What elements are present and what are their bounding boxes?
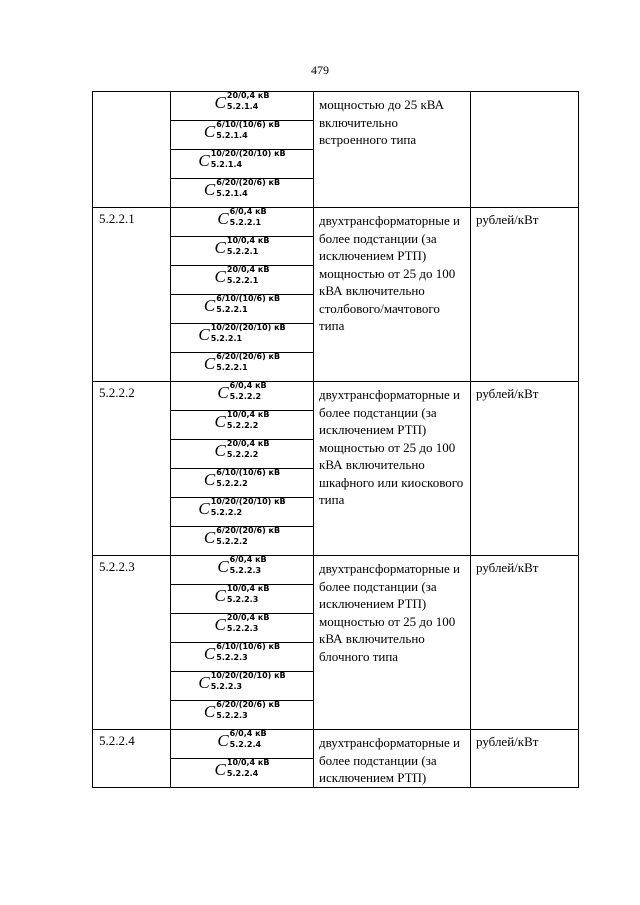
symbol-letter: C bbox=[214, 759, 226, 779]
symbol-index: 5.2.2.1 bbox=[226, 247, 259, 256]
symbol-index: 5.2.2.3 bbox=[216, 653, 248, 662]
rate-symbol bbox=[171, 585, 314, 614]
rate-symbol bbox=[171, 353, 314, 382]
symbol-voltage: 10/20/(20/10) кВ bbox=[210, 323, 286, 332]
symbol-letter: C bbox=[203, 643, 216, 663]
symbol-voltage: 10/20/(20/10) кВ bbox=[210, 149, 286, 158]
symbol-voltage: 6/10/(10/6) кВ bbox=[216, 468, 281, 477]
symbol-voltage: 10/0,4 кВ bbox=[226, 584, 270, 593]
item-code: 5.2.2.3 bbox=[93, 556, 171, 730]
rate-symbol bbox=[171, 150, 314, 179]
rate-symbol bbox=[171, 614, 314, 643]
rate-symbol bbox=[171, 324, 314, 353]
symbol-index: 5.2.2.1 bbox=[229, 218, 262, 227]
symbol-index: 5.2.2.2 bbox=[210, 508, 243, 517]
symbol-index: 5.2.2.1 bbox=[216, 305, 248, 314]
symbol-index: 5.2.1.4 bbox=[210, 160, 243, 169]
rate-symbol bbox=[171, 527, 314, 556]
symbol-index: 5.2.2.2 bbox=[226, 421, 259, 430]
symbol-index: 5.2.1.4 bbox=[216, 131, 248, 140]
item-code: 5.2.2.2 bbox=[93, 382, 171, 556]
item-unit: рублей/кВт bbox=[471, 556, 579, 730]
symbol-index: 5.2.2.3 bbox=[229, 566, 262, 575]
item-unit: рублей/кВт bbox=[471, 382, 579, 556]
symbol-voltage: 10/0,4 кВ bbox=[226, 236, 270, 245]
symbol-voltage: 6/20/(20/6) кВ bbox=[216, 178, 281, 187]
symbol-index: 5.2.2.2 bbox=[216, 537, 248, 546]
rate-symbol bbox=[171, 121, 314, 150]
symbol-index: 5.2.2.3 bbox=[226, 595, 259, 604]
rate-symbol bbox=[171, 730, 314, 759]
table-row bbox=[93, 556, 579, 585]
symbol-index: 5.2.2.2 bbox=[229, 392, 262, 401]
symbol-letter: C bbox=[203, 353, 216, 373]
symbol-voltage: 6/10/(10/6) кВ bbox=[216, 294, 281, 303]
symbol-letter: C bbox=[203, 469, 216, 489]
rate-symbol bbox=[171, 208, 314, 237]
rate-symbol bbox=[171, 440, 314, 469]
rate-symbol bbox=[171, 643, 314, 672]
table-row bbox=[93, 730, 579, 759]
rate-symbol bbox=[171, 411, 314, 440]
rate-symbol bbox=[171, 237, 314, 266]
symbol-index: 5.2.2.3 bbox=[226, 624, 259, 633]
symbol-letter: C bbox=[203, 295, 216, 315]
symbol-letter: C bbox=[203, 121, 216, 141]
symbol-letter: C bbox=[214, 614, 226, 634]
symbol-index: 5.2.2.4 bbox=[226, 769, 259, 778]
item-description: мощностью до 25 кВА включительно встроенного типа bbox=[314, 92, 471, 208]
symbol-index: 5.2.2.2 bbox=[216, 479, 248, 488]
item-description: двухтрансформаторные и более подстанции (за исключением РТП) мощностью от 25 до 100 кВА включительно столбового/мачтового типа bbox=[314, 208, 471, 382]
rate-symbol bbox=[171, 498, 314, 527]
symbol-voltage: 6/10/(10/6) кВ bbox=[216, 642, 281, 651]
symbol-letter: C bbox=[217, 730, 229, 750]
symbol-index: 5.2.2.3 bbox=[210, 682, 243, 691]
rate-symbol bbox=[171, 179, 314, 208]
rate-symbol bbox=[171, 295, 314, 324]
page-number: 479 bbox=[311, 63, 329, 77]
symbol-index: 5.2.2.3 bbox=[216, 711, 248, 720]
item-unit: рублей/кВт bbox=[471, 208, 579, 382]
symbol-letter: C bbox=[214, 411, 226, 431]
symbol-letter: C bbox=[217, 208, 229, 228]
symbol-voltage: 6/0,4 кВ bbox=[229, 207, 267, 216]
symbol-voltage: 20/0,4 кВ bbox=[226, 91, 270, 100]
symbol-voltage: 20/0,4 кВ bbox=[226, 613, 270, 622]
symbol-index: 5.2.2.1 bbox=[226, 276, 259, 285]
rate-symbol bbox=[171, 469, 314, 498]
symbol-voltage: 6/0,4 кВ bbox=[229, 555, 267, 564]
symbol-voltage: 20/0,4 кВ bbox=[226, 439, 270, 448]
symbol-voltage: 20/0,4 кВ bbox=[226, 265, 270, 274]
symbol-voltage: 6/20/(20/6) кВ bbox=[216, 526, 281, 535]
rate-symbol bbox=[171, 266, 314, 295]
symbol-voltage: 10/0,4 кВ bbox=[226, 410, 270, 419]
symbol-letter: C bbox=[198, 324, 210, 344]
symbol-index: 5.2.1.4 bbox=[216, 189, 248, 198]
item-description: двухтрансформаторные и более подстанции (за исключением РТП) bbox=[314, 730, 471, 788]
table-row bbox=[93, 382, 579, 411]
symbol-letter: C bbox=[198, 672, 210, 692]
symbol-letter: C bbox=[203, 527, 216, 547]
item-code: 5.2.2.4 bbox=[93, 730, 171, 788]
rate-symbol bbox=[171, 382, 314, 411]
symbol-voltage: 6/20/(20/6) кВ bbox=[216, 700, 281, 709]
item-unit bbox=[471, 92, 579, 208]
symbol-voltage: 10/20/(20/10) кВ bbox=[210, 497, 286, 506]
rate-symbol bbox=[171, 759, 314, 788]
symbol-letter: C bbox=[198, 150, 210, 170]
symbol-letter: C bbox=[214, 266, 226, 286]
item-description: двухтрансформаторные и более подстанции (за исключением РТП) мощностью от 25 до 100 кВА включительно шкафного или киоскового типа bbox=[314, 382, 471, 556]
item-unit: рублей/кВт bbox=[471, 730, 579, 788]
table-row bbox=[93, 92, 579, 121]
symbol-voltage: 6/10/(10/6) кВ bbox=[216, 120, 281, 129]
symbol-letter: C bbox=[214, 92, 226, 112]
symbol-voltage: 10/0,4 кВ bbox=[226, 758, 270, 767]
symbol-letter: C bbox=[203, 701, 216, 721]
item-description: двухтрансформаторные и более подстанции (за исключением РТП) мощностью от 25 до 100 кВА включительно блочного типа bbox=[314, 556, 471, 730]
symbol-voltage: 6/0,4 кВ bbox=[229, 381, 267, 390]
symbol-letter: C bbox=[214, 585, 226, 605]
rate-symbol bbox=[171, 92, 314, 121]
symbol-letter: C bbox=[214, 440, 226, 460]
rate-symbol bbox=[171, 701, 314, 730]
symbol-voltage: 10/20/(20/10) кВ bbox=[210, 671, 286, 680]
table-row bbox=[93, 208, 579, 237]
symbol-letter: C bbox=[217, 382, 229, 402]
symbol-index: 5.2.1.4 bbox=[226, 102, 259, 111]
item-code bbox=[93, 92, 171, 208]
tariff-table bbox=[92, 91, 579, 788]
symbol-voltage: 6/0,4 кВ bbox=[229, 729, 267, 738]
rate-symbol bbox=[171, 672, 314, 701]
symbol-index: 5.2.2.4 bbox=[229, 740, 262, 749]
tariff-table-body bbox=[93, 92, 579, 788]
item-code: 5.2.2.1 bbox=[93, 208, 171, 382]
symbol-letter: C bbox=[217, 556, 229, 576]
symbol-index: 5.2.2.1 bbox=[216, 363, 248, 372]
symbol-letter: C bbox=[203, 179, 216, 199]
symbol-letter: C bbox=[214, 237, 226, 257]
symbol-index: 5.2.2.1 bbox=[210, 334, 243, 343]
rate-symbol bbox=[171, 556, 314, 585]
symbol-voltage: 6/20/(20/6) кВ bbox=[216, 352, 281, 361]
symbol-letter: C bbox=[198, 498, 210, 518]
symbol-index: 5.2.2.2 bbox=[226, 450, 259, 459]
